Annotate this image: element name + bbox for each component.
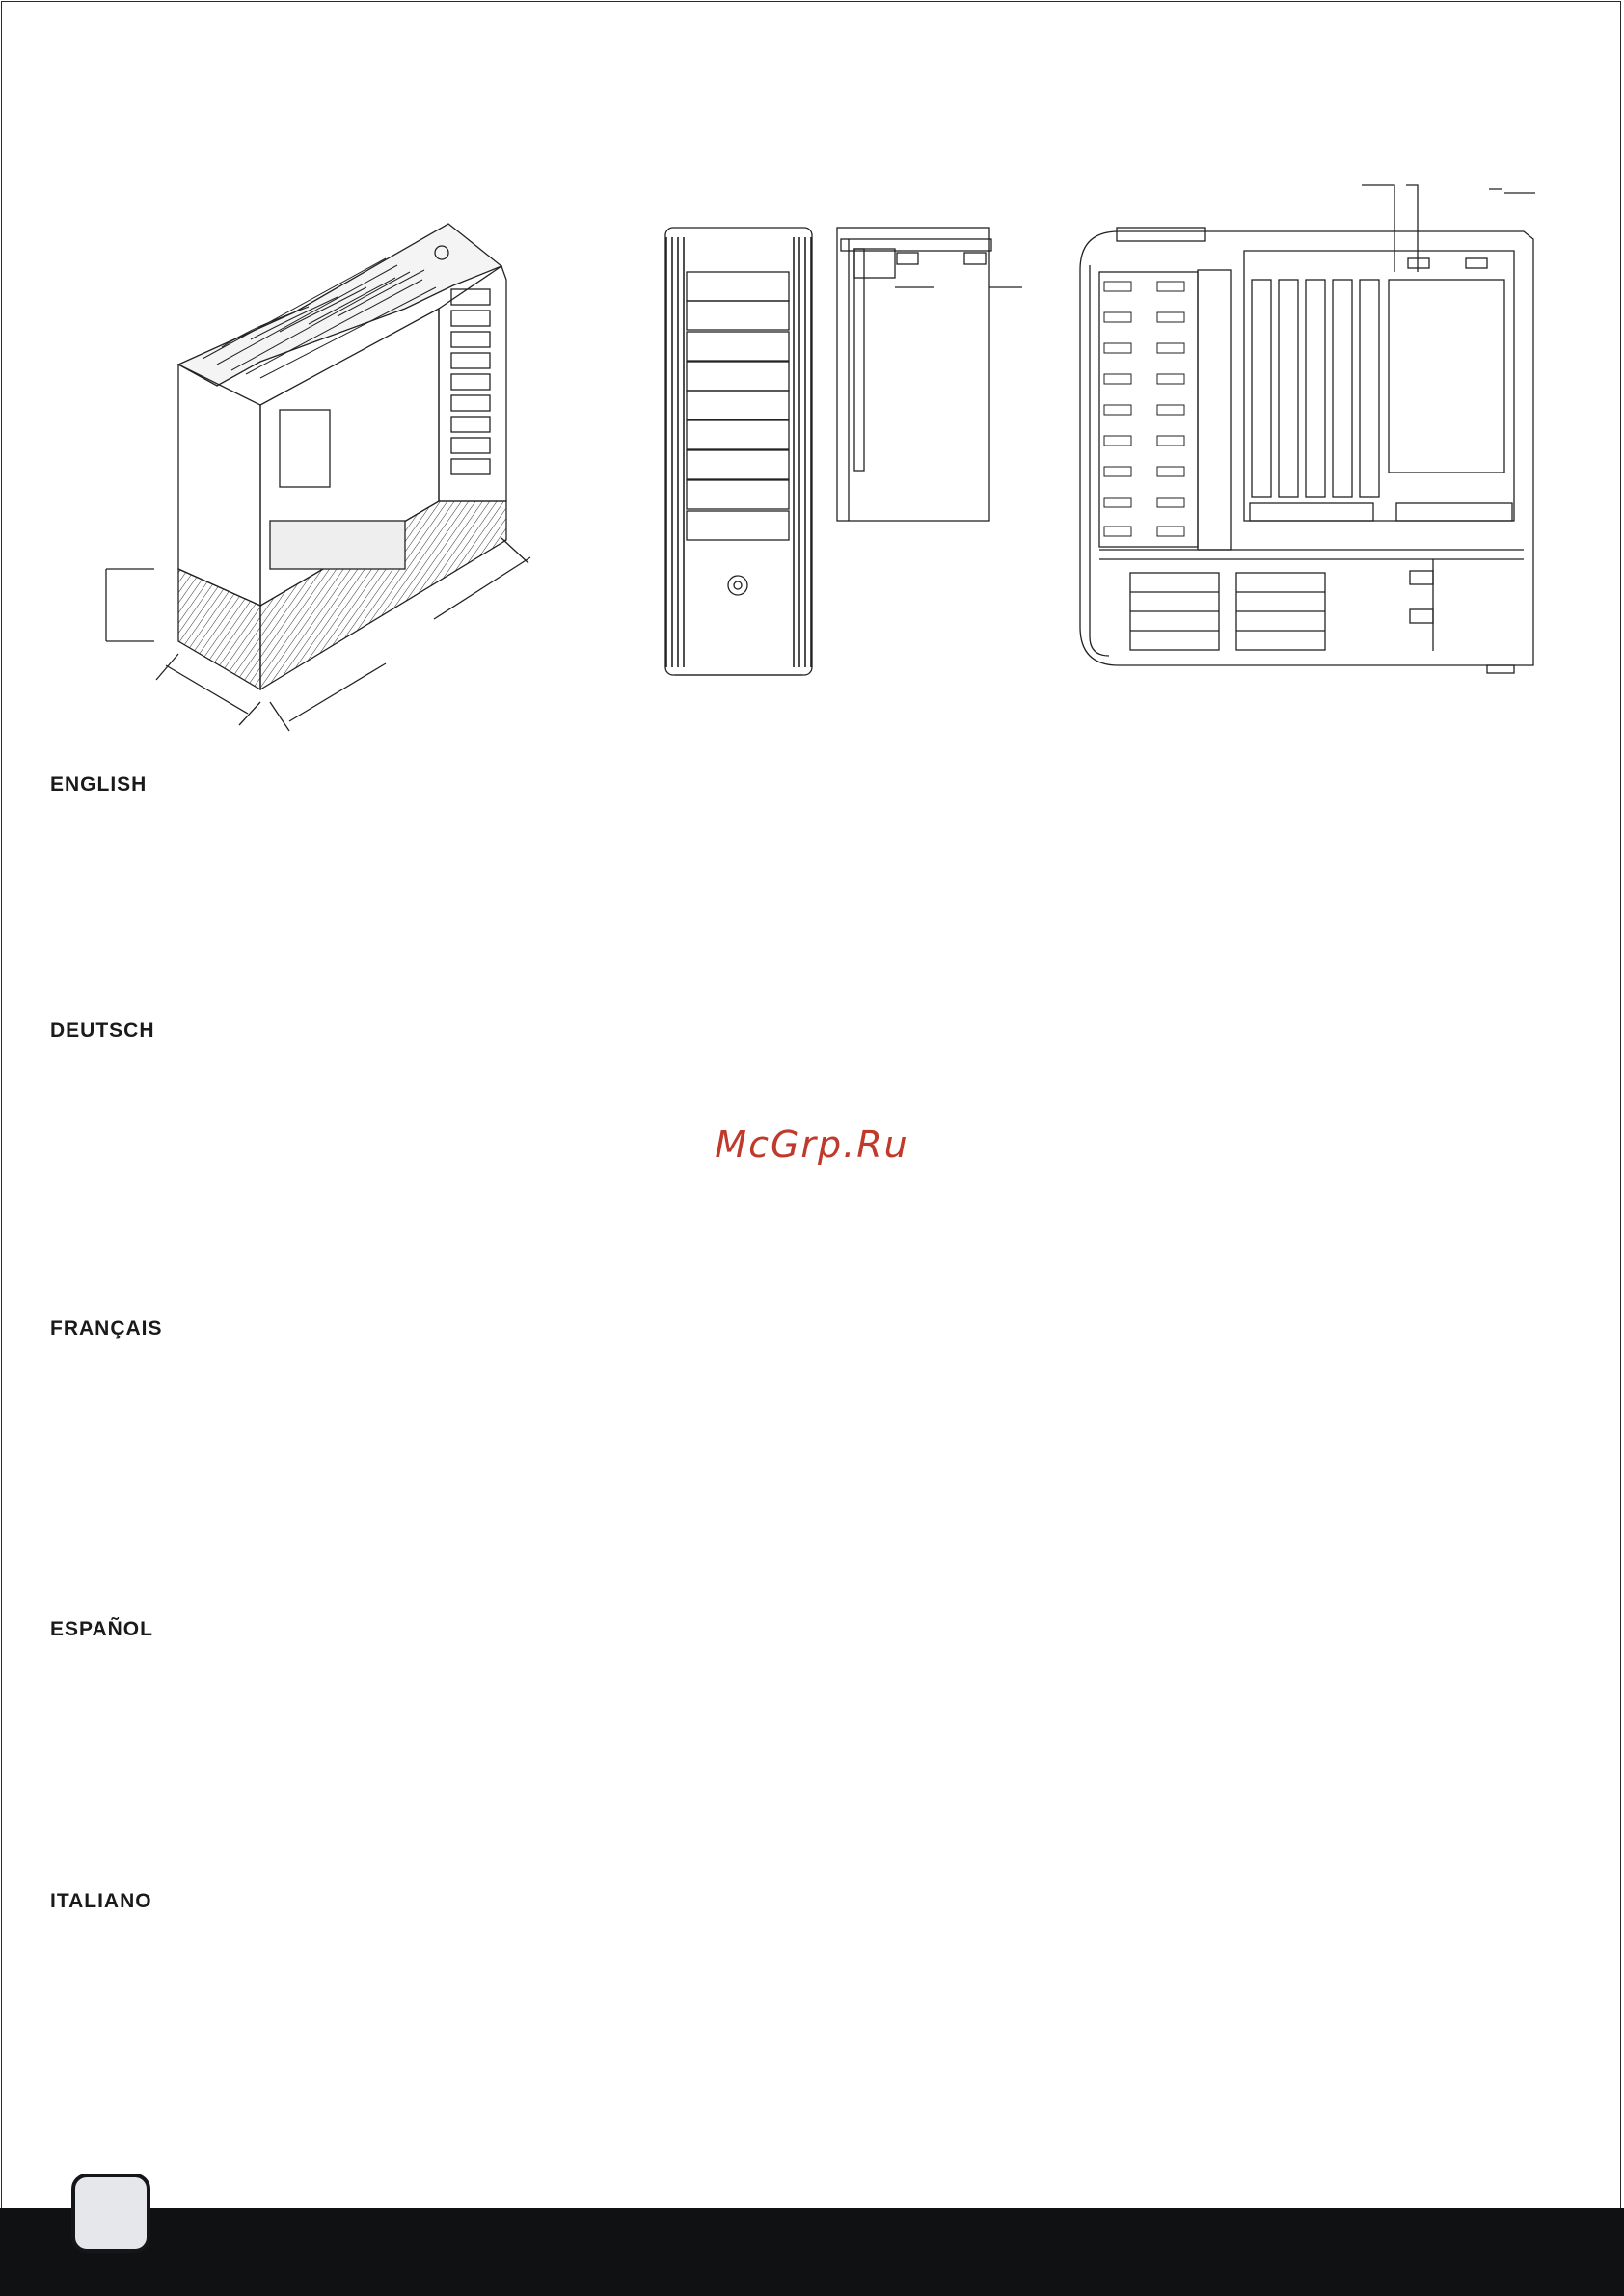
technical-drawings	[0, 0, 1624, 733]
heading-english: ENGLISH	[50, 773, 148, 796]
watermark: McGrp.Ru	[715, 1123, 909, 1166]
isometric-case-drawing	[106, 224, 530, 731]
front-view-drawing	[665, 228, 812, 675]
heading-espanol: ESPAÑOL	[50, 1618, 153, 1640]
footer-bar	[0, 2208, 1624, 2296]
top-view-drawing	[837, 228, 1022, 521]
heading-francais: FRANÇAIS	[50, 1317, 163, 1339]
page-number-badge	[71, 2174, 150, 2253]
heading-deutsch: DEUTSCH	[50, 1019, 155, 1041]
heading-italiano: ITALIANO	[50, 1890, 152, 1912]
side-interior-drawing	[1080, 185, 1535, 673]
